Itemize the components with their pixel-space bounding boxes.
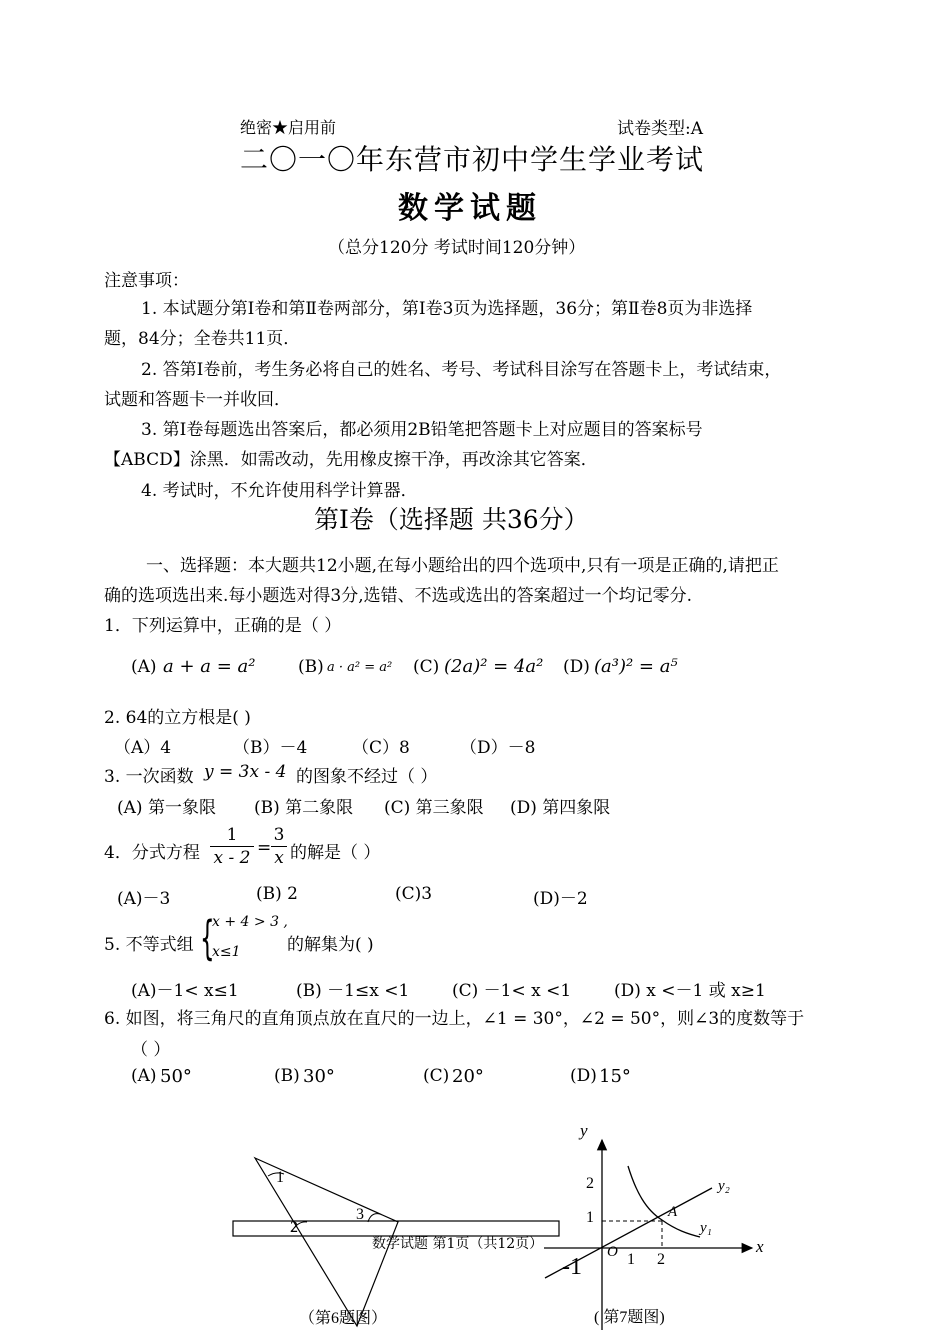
q3-option-d: (D) 第四象限 xyxy=(510,798,611,818)
q3-stem-post: 的图象不经过（ ） xyxy=(296,767,438,787)
angle-label-3: 3 xyxy=(356,1206,364,1223)
paper-type: 试卷类型:A xyxy=(617,119,704,139)
q2-option-b: （B）－4 xyxy=(233,738,308,758)
q5-option-a: (A)－1< x≤1 xyxy=(131,981,239,1001)
exam-title: 二〇一〇年东营市初中学生学业考试 xyxy=(240,143,705,176)
note-2-line1: 2. 答第Ⅰ卷前，考生务必将自己的姓名、考号、考试科目涂写在答题卡上，考试结束， xyxy=(141,360,782,380)
q2-option-c: （C）8 xyxy=(352,738,410,758)
q5-stem-pre: 5. 不等式组 xyxy=(104,935,194,955)
q4-numerator-1: 1 xyxy=(226,825,238,845)
x-axis-label: x xyxy=(756,1237,764,1256)
q6-option-b-label: (B) xyxy=(274,1066,300,1086)
q4-option-a: (A)－3 xyxy=(117,889,171,909)
section-title: 第Ⅰ卷（选择题 共36分） xyxy=(314,505,589,534)
q1-option-b-label: (B) xyxy=(298,657,324,677)
y-tick-2: 2 xyxy=(586,1175,594,1192)
q1-option-a: a + a = a² xyxy=(163,656,256,677)
q6-stem-line2: （ ） xyxy=(131,1040,171,1060)
q2-stem: 2. 64的立方根是( ) xyxy=(104,708,251,728)
q1-stem: 1．下列运算中，正确的是（ ） xyxy=(104,616,342,636)
q1-option-a-label: (A) xyxy=(131,657,157,677)
q3-stem-pre: 3. 一次函数 xyxy=(104,767,194,787)
note-1-line2: 题，84分；全卷共11页． xyxy=(104,329,301,349)
notes-heading: 注意事项： xyxy=(104,271,189,291)
q4-denominator-2: x xyxy=(271,846,287,868)
note-3-line2: 【ABCD】涂黑．如需改动，先用橡皮擦干净，再改涂其它答案． xyxy=(104,450,598,470)
q5-option-b: (B) －1≤x <1 xyxy=(296,981,410,1001)
section-intro-line1: 一、选择题：本大题共12小题,在每小题给出的四个选项中,只有一项是正确的,请把正 xyxy=(146,556,779,576)
secret-mark: 绝密★启用前 xyxy=(240,118,337,137)
q6-option-c: 20° xyxy=(452,1066,484,1087)
angle-label-2: 2 xyxy=(290,1219,298,1236)
page-footer: 数学试题 第1页（共12页） xyxy=(372,1236,544,1252)
q6-option-d-label: (D) xyxy=(570,1066,597,1086)
q2-option-a: （A）4 xyxy=(114,738,172,758)
q4-equals: = xyxy=(257,838,272,858)
q4-option-c: (C)3 xyxy=(395,884,433,904)
q3-function: y = 3x - 4 xyxy=(204,762,287,782)
q6-option-c-label: (C) xyxy=(423,1066,450,1086)
q5-inequality-1: x + 4 > 3 , xyxy=(212,914,288,930)
q5-option-d: (D) x <－1 或 x≥1 xyxy=(614,981,766,1001)
curve-y1 xyxy=(628,1166,700,1237)
q5-inequality-2: x≤1 xyxy=(212,944,241,960)
y-axis-label: y xyxy=(580,1121,588,1140)
q5-brace: { xyxy=(200,911,215,965)
q6-option-b: 30° xyxy=(303,1066,335,1087)
q4-stem-pre: 4．分式方程 xyxy=(104,843,200,863)
q5-option-c: (C) －1< x <1 xyxy=(452,981,572,1001)
exam-info: （总分120分 考试时间120分钟） xyxy=(328,238,586,258)
note-4: 4. 考试时，不允许使用科学计算器． xyxy=(141,481,418,501)
q1-option-d-label: (D) xyxy=(563,657,590,677)
q4-option-b: (B) 2 xyxy=(256,884,298,904)
q3-option-a: (A) 第一象限 xyxy=(117,798,216,818)
x-tick-1: 1 xyxy=(627,1251,635,1268)
q5-stem-post: 的解集为( ) xyxy=(287,935,374,955)
q1-option-c-label: (C) xyxy=(413,657,440,677)
q2-option-d: （D）－8 xyxy=(460,738,536,758)
q4-numerator-2: 3 xyxy=(273,825,285,845)
q3-option-c: (C) 第三象限 xyxy=(384,798,484,818)
q4-denominator-1: x - 2 xyxy=(210,846,254,868)
note-1-line1: 1. 本试题分第Ⅰ卷和第Ⅱ卷两部分，第Ⅰ卷3页为选择题，36分；第Ⅱ卷8页为非选择 xyxy=(141,299,753,319)
q4-option-d: (D)－2 xyxy=(533,889,588,909)
note-3-line1: 3. 第Ⅰ卷每题选出答案后，都必须用2B铅笔把答题卡上对应题目的答案标号 xyxy=(141,420,703,440)
section-intro-line2: 确的选项选出来.每小题选对得3分,选错、不选或选出的答案超过一个均记零分. xyxy=(104,586,693,606)
angle-label-1: 1 xyxy=(276,1169,284,1186)
curve-y1-label: y₁ xyxy=(700,1220,712,1236)
q6-option-d: 15° xyxy=(599,1066,631,1087)
y-tick-1: 1 xyxy=(586,1209,594,1226)
origin-label: O xyxy=(607,1244,618,1260)
q1-option-b: a · a² = a² xyxy=(327,660,393,675)
figure-7-caption: ( 第7题图) xyxy=(594,1309,665,1326)
q6-option-a: 50° xyxy=(160,1066,192,1087)
figure-6-caption: （第6题图） xyxy=(299,1310,388,1327)
note-2-line2: 试题和答题卡一并收回． xyxy=(104,390,291,410)
q1-option-d: (a³)² = a⁵ xyxy=(594,656,678,677)
line-y2-label: y₂ xyxy=(718,1178,730,1194)
q6-stem-line1: 6. 如图，将三角尺的直角顶点放在直尺的一边上，∠1 = 30°，∠2 = 50°，则∠3的度数等于 xyxy=(104,1009,805,1029)
point-a-label: A xyxy=(668,1204,678,1220)
x-tick-2: 2 xyxy=(657,1251,665,1268)
q6-option-a-label: (A) xyxy=(131,1066,157,1086)
neg-one-label: -1 xyxy=(562,1254,582,1280)
q1-option-c: (2a)² = 4a² xyxy=(444,656,544,677)
subject-title: 数学试题 xyxy=(398,191,542,226)
q4-stem-post: 的解是（ ） xyxy=(290,843,381,863)
q3-option-b: (B) 第二象限 xyxy=(254,798,354,818)
